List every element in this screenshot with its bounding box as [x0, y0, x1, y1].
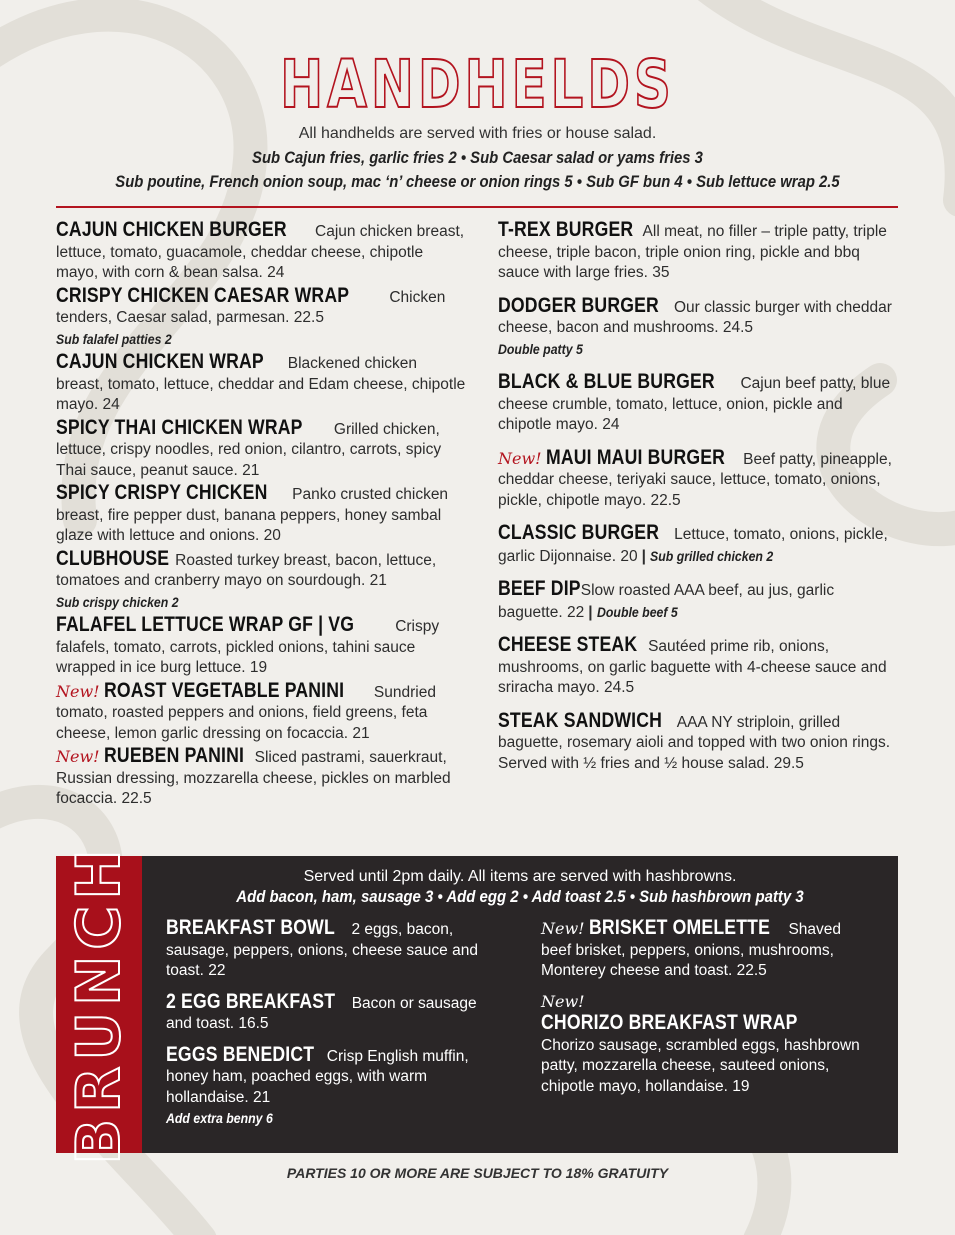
menu-item-name: RUEBEN PANINI — [103, 744, 244, 767]
menu-item-name: STEAK SANDWICH — [498, 708, 663, 732]
menu-item-description: Chorizo sausage, scrambled eggs, hashbrown patty, mozzarella cheese, sauteed onions, chipotle mayo, hollandaise. 19 — [541, 1036, 860, 1095]
handhelds-intro: All handhelds are served with fries or house salad. — [298, 125, 657, 142]
menu-item-name: 2 EGG BREAKFAST — [166, 989, 336, 1013]
menu-item-name: BRISKET OMELETTE — [588, 916, 770, 939]
menu-item-name: BREAKFAST BOWL — [166, 916, 335, 939]
menu-item-description: Grilled chicken, lettuce, crispy noodles, red onion, cilantro, carrots, spicy Thai sauce, peanut sauce. 21 — [56, 420, 442, 479]
menu-item — [498, 220, 898, 284]
menu-item — [56, 615, 466, 679]
menu-item — [56, 283, 466, 351]
handhelds-substitutions-1: Sub Cajun fries, garlic fries 2 • Sub Caesar salad or yams fries 3 — [252, 149, 703, 167]
handhelds-right-column — [498, 220, 898, 774]
menu-item — [56, 678, 466, 745]
new-badge: New! — [541, 991, 585, 1011]
menu-item-description: Slow roasted AAA beef, au jus, garlic baguette. 22 — [498, 582, 835, 621]
menu-item-name: CRISPY CHICKEN CAESAR WRAP — [56, 283, 350, 307]
menu-item-description: Shaved beef brisket, peppers, onions, mushrooms, Monterey cheese and toast. 22.5 — [541, 921, 842, 979]
menu-item — [498, 445, 898, 512]
menu-item-description: Sliced pastrami, sauerkraut, Russian dressing, mozzarella cheese, pickles on marbled focaccia. 22.5 — [56, 749, 451, 807]
menu-item-description: Cajun beef patty, blue cheese crumble, tomato, lettuce, onion, pickle and chipotle mayo. 24 — [498, 375, 891, 433]
menu-item-note: Double patty 5 — [498, 340, 583, 357]
menu-item-note: Add extra benny 6 — [166, 1110, 273, 1126]
menu-item — [498, 708, 898, 775]
new-badge: New! — [498, 448, 542, 468]
menu-item-description: Beef patty, pineapple, cheddar cheese, teriyaki sauce, lettuce, tomato, onions, pickle, chipotle mayo. 22.5 — [498, 450, 892, 509]
menu-item-name: EGGS BENEDICT — [166, 1042, 315, 1066]
menu-item — [56, 546, 466, 614]
menu-item-name: T-REX BURGER — [498, 218, 634, 241]
menu-item-description: Sautéed prime rib, onions, mushrooms, on garlic baguette with 4-cheese sauce and sriracha mayo. 24.5 — [498, 638, 887, 696]
gratuity-notice: PARTIES 10 OR MORE ARE SUBJECT TO 18% GRATUITY — [286, 1165, 669, 1181]
menu-item-description: Chicken tenders, Caesar salad, parmesan. 22.5 — [56, 288, 446, 326]
menu-item-description: Crisp English muffin, honey ham, poached eggs, with warm hollandaise. 21 — [166, 1047, 469, 1106]
section-title-handhelds: HANDHELDS — [280, 46, 675, 123]
menu-item-description: Roasted turkey breast, bacon, lettuce, tomatoes and cranberry mayo on sourdough. 21 — [56, 551, 437, 589]
menu-item-description: Cajun chicken breast, lettuce, tomato, guacamole, cheddar cheese, chipotle mayo, with corn & bean salsa. 24 — [56, 223, 465, 281]
menu-item-name: CAJUN CHICKEN WRAP — [56, 350, 264, 373]
menu-item-note: Sub falafel patties 2 — [56, 330, 172, 347]
menu-item-name: FALAFEL LETTUCE WRAP GF | VG — [56, 613, 355, 636]
menu-item — [498, 635, 898, 699]
menu-item-name: BEEF DIP — [498, 577, 581, 600]
brunch-tab — [56, 843, 142, 1165]
menu-item-description: All meat, no filler – triple patty, triple cheese, triple bacon, triple onion ring, pickle and bbq sauce with large fries. 35 — [498, 223, 887, 281]
new-badge: New! — [541, 919, 585, 938]
brunch-intro: Served until 2pm daily. All items are served with hashbrowns. — [303, 868, 737, 885]
handhelds-substitutions-2: Sub poutine, French onion soup, mac ‘n’ cheese or onion rings 5 • Sub GF bun 4 • Sub lettuce wrap 2.5 — [115, 173, 840, 191]
separator: | — [588, 603, 593, 621]
menu-item — [541, 992, 871, 1098]
menu-item-name: CHORIZO BREAKFAST WRAP — [541, 1011, 798, 1034]
separator: | — [641, 547, 646, 565]
menu-item-name: MAUI MAUI BURGER — [545, 445, 725, 469]
menu-item — [498, 293, 898, 361]
menu-item-description: 2 eggs, bacon, sausage, peppers, onions, cheese sauce and toast. 22 — [166, 921, 478, 979]
menu-item-description: Crispy falafels, tomato, carrots, pickled onions, tahini sauce wrapped in ice burg lettuce. 19 — [56, 618, 440, 676]
menu-item-description: Our classic burger with cheddar cheese, bacon and mushrooms. 24.5 — [498, 298, 892, 336]
menu-item-name: CLASSIC BURGER — [498, 521, 660, 544]
menu-item-name: SPICY CRISPY CHICKEN — [56, 481, 268, 504]
menu-item — [56, 220, 466, 284]
brunch-addons: Add bacon, ham, sausage 3 • Add egg 2 • Add toast 2.5 • Sub hashbrown patty 3 — [236, 887, 804, 906]
menu-item-name: ROAST VEGETABLE PANINI — [103, 678, 344, 702]
menu-item-description: Sundried tomato, roasted peppers and onions, field greens, feta cheese, lemon garlic dressing on focaccia. 21 — [56, 683, 436, 742]
menu-item — [56, 415, 466, 482]
section-divider — [56, 206, 898, 208]
new-badge: New! — [56, 681, 100, 701]
menu-item-description: Bacon or sausage and toast. 16.5 — [166, 994, 477, 1032]
menu-item — [166, 1042, 506, 1130]
menu-item — [498, 372, 898, 436]
menu-item-name: DODGER BURGER — [498, 293, 659, 317]
menu-item-name: CHEESE STEAK — [498, 633, 638, 656]
menu-item-description: Lettuce, tomato, onions, pickle, garlic Dijonnaise. 20 — [498, 526, 888, 565]
menu-item — [56, 483, 466, 547]
menu-item-description: Blackened chicken breast, tomato, lettuce, cheddar and Edam cheese, chipotle mayo. 24 — [56, 355, 466, 413]
menu-item — [498, 579, 898, 623]
brunch-left-column — [166, 918, 506, 1130]
menu-item — [166, 918, 506, 982]
new-badge: New! — [56, 747, 100, 766]
menu-item-name: BLACK & BLUE BURGER — [498, 370, 715, 393]
menu-item — [56, 746, 466, 810]
brunch-right-column — [541, 918, 871, 1097]
menu-item-description: AAA NY striploin, grilled baguette, rosemary aioli and topped with two onion rings. Served with ½ fries and ½ house salad. 29.5 — [498, 713, 891, 772]
menu-item — [166, 989, 506, 1035]
brunch-section — [56, 843, 898, 1165]
menu-item-description: Panko crusted chicken breast, fire pepper dust, banana peppers, honey sambal glaze with lettuce and onions. 20 — [56, 486, 449, 544]
menu-item-note: Sub grilled chicken 2 — [649, 547, 774, 564]
menu-item — [498, 523, 898, 567]
menu-item-note: Sub crispy chicken 2 — [56, 593, 179, 610]
menu-item-name: CLUBHOUSE — [56, 546, 170, 570]
brunch-title: BRUNCH — [64, 843, 134, 1165]
menu-item-name: SPICY THAI CHICKEN WRAP — [56, 415, 303, 439]
handhelds-left-column — [56, 220, 466, 810]
menu-item — [56, 352, 466, 416]
menu-item — [541, 918, 871, 982]
menu-item-note: Double beef 5 — [596, 603, 678, 620]
menu-item-name: CAJUN CHICKEN BURGER — [56, 218, 287, 241]
